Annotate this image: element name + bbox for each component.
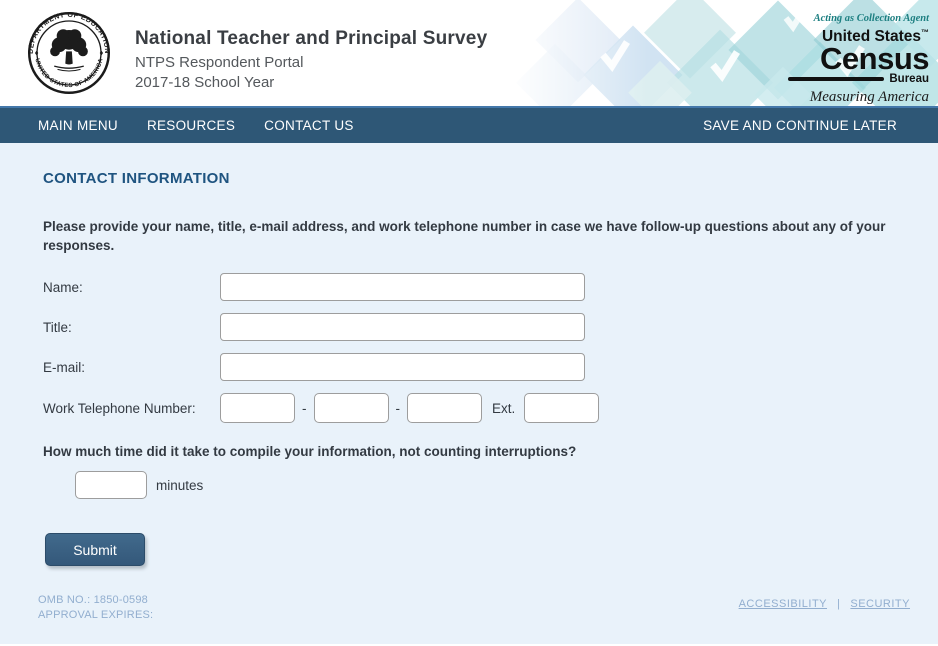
footer-link-separator: | — [837, 598, 841, 610]
title-block — [135, 28, 487, 93]
accessibility-link[interactable]: ACCESSIBILITY — [738, 598, 828, 610]
phone-area-input[interactable] — [220, 393, 295, 423]
save-and-continue-later-button[interactable]: SAVE AND CONTINUE LATER — [703, 118, 897, 133]
minutes-label: minutes — [156, 477, 204, 493]
intro-text: Please provide your name, title, e-mail address, and work telephone number in case we have follow-up questions about any of your responses. — [43, 219, 886, 253]
phone-line-input[interactable] — [407, 393, 482, 423]
omb-block — [38, 593, 153, 623]
census-tagline-top: Acting as Collection Agent — [813, 13, 929, 24]
name-input[interactable] — [220, 273, 585, 301]
svg-text:DEPARTMENT OF EDUCATION: DEPARTMENT OF EDUCATION — [28, 12, 110, 55]
census-bureau-label: Bureau — [889, 73, 929, 86]
census-wordmark: Census — [820, 41, 929, 77]
minutes-input[interactable] — [75, 471, 147, 499]
nav-item-resources[interactable]: RESOURCES — [146, 118, 236, 133]
main-content — [0, 143, 938, 644]
census-bureau-logo — [788, 13, 929, 106]
census-bar — [788, 77, 884, 81]
time-question: How much time did it take to compile your information, not counting interruptions? — [43, 444, 577, 459]
email-label: E-mail: — [43, 359, 86, 375]
page-title: CONTACT INFORMATION — [43, 170, 230, 187]
nav-item-contact-us[interactable]: CONTACT US — [264, 118, 354, 133]
phone-label: Work Telephone Number: — [43, 400, 196, 416]
school-year: 2017-18 School Year — [135, 74, 275, 91]
email-input[interactable] — [220, 353, 585, 381]
minutes-row — [75, 471, 938, 499]
census-united-states: United States™ — [821, 28, 929, 46]
omb-number: OMB NO.: 1850-0598 — [38, 594, 148, 606]
title-label: Title: — [43, 319, 72, 335]
approval-expires: APPROVAL EXPIRES: — [38, 609, 154, 621]
phone-ext-input[interactable] — [524, 393, 599, 423]
nav-bar — [0, 106, 938, 143]
trademark: ™ — [921, 28, 929, 37]
footer — [0, 593, 938, 623]
census-tagline-bottom: Measuring America — [809, 89, 929, 106]
name-row — [43, 273, 938, 301]
nav-item-main-menu[interactable]: MAIN MENU — [38, 118, 118, 133]
submit-button[interactable]: Submit — [45, 533, 145, 566]
phone-row — [43, 393, 938, 423]
app-subtitle: NTPS Respondent Portal — [135, 54, 304, 71]
footer-links — [739, 598, 910, 610]
email-row — [43, 353, 938, 381]
svg-text:UNITED STATES OF AMERICA: UNITED STATES OF AMERICA — [33, 57, 105, 90]
header — [0, 0, 938, 106]
security-link[interactable]: SECURITY — [850, 598, 910, 610]
title-input[interactable] — [220, 313, 585, 341]
phone-separator: - — [302, 400, 307, 416]
name-label: Name: — [43, 279, 83, 295]
department-of-education-seal-icon — [28, 12, 110, 94]
phone-separator: - — [395, 400, 400, 416]
app-title: National Teacher and Principal Survey — [135, 28, 488, 49]
ext-label: Ext. — [492, 400, 516, 416]
phone-prefix-input[interactable] — [314, 393, 389, 423]
title-row — [43, 313, 938, 341]
